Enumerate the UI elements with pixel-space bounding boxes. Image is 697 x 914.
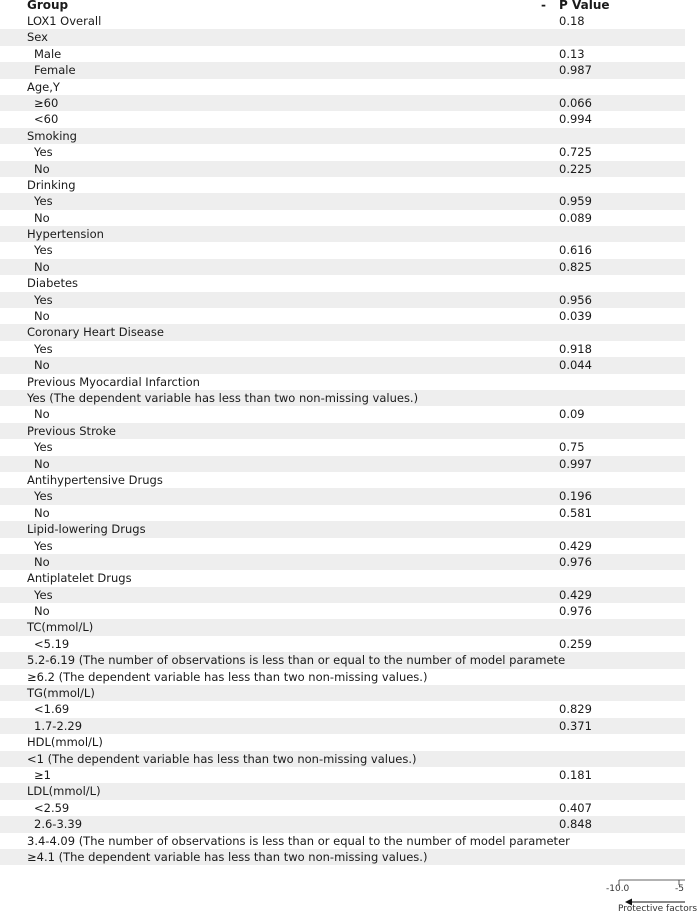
p-value: 0.848 <box>559 817 592 832</box>
group-label: Coronary Heart Disease <box>27 325 164 340</box>
table-row <box>0 128 685 144</box>
results-table <box>0 13 685 865</box>
group-label: Lipid-lowering Drugs <box>27 522 146 537</box>
table-row <box>0 62 685 78</box>
group-label: Yes <box>34 341 53 356</box>
table-row <box>0 603 685 619</box>
group-label: LDL(mmol/L) <box>27 784 101 799</box>
table-row <box>0 800 685 816</box>
group-label: <1 (The dependent variable has less than two non-missing values.) <box>27 751 417 766</box>
p-value: 0.407 <box>559 800 592 815</box>
p-value: 0.616 <box>559 243 592 258</box>
table-row <box>0 849 685 865</box>
group-label: LOX1 Overall <box>27 14 102 28</box>
table-row <box>0 275 685 291</box>
table-row <box>0 619 685 635</box>
table-row <box>0 13 685 29</box>
table-row <box>0 29 685 45</box>
group-label: No <box>34 161 50 176</box>
table-row <box>0 488 685 504</box>
group-label: Previous Myocardial Infarction <box>27 374 200 389</box>
group-label: Previous Stroke <box>27 423 116 438</box>
table-row <box>0 718 685 734</box>
table-row <box>0 423 685 439</box>
group-label: Yes (The dependent variable has less than two non-missing values.) <box>27 390 419 405</box>
table-row <box>0 161 685 177</box>
table-row <box>0 751 685 767</box>
p-value: 0.825 <box>559 259 592 274</box>
group-label: No <box>34 210 50 225</box>
p-value: 0.75 <box>559 440 585 455</box>
group-label: Yes <box>34 489 53 504</box>
group-label: No <box>34 358 50 373</box>
table-row <box>0 669 685 685</box>
group-label: <2.59 <box>34 800 70 815</box>
group-label: Yes <box>34 194 53 209</box>
p-value: 0.956 <box>559 292 592 307</box>
table-row <box>0 505 685 521</box>
table-row <box>0 79 685 95</box>
group-label: Yes <box>34 243 53 258</box>
p-value: 0.196 <box>559 489 592 504</box>
p-value: 0.976 <box>559 554 592 569</box>
table-row <box>0 472 685 488</box>
group-label: No <box>34 456 50 471</box>
p-value: 0.997 <box>559 456 592 471</box>
table-row <box>0 374 685 390</box>
group-label: No <box>34 309 50 324</box>
group-label: HDL(mmol/L) <box>27 735 103 750</box>
group-label: Yes <box>34 587 53 602</box>
table-row <box>0 46 685 62</box>
pvalue-column-header: P Value <box>559 0 610 12</box>
p-value: 0.18 <box>559 14 585 28</box>
p-value: 0.13 <box>559 46 585 61</box>
p-value: 0.089 <box>559 210 592 225</box>
group-column-header: Group <box>27 0 69 12</box>
p-value: 0.039 <box>559 309 592 324</box>
table-row <box>0 554 685 570</box>
table-row <box>0 570 685 586</box>
protective-factors-label: Protective factors <box>618 904 697 914</box>
table-row <box>0 324 685 340</box>
group-label: Female <box>34 63 76 78</box>
table-row <box>0 538 685 554</box>
group-label: No <box>34 259 50 274</box>
group-label: Male <box>34 46 62 61</box>
group-label: Drinking <box>27 177 76 192</box>
group-label: Diabetes <box>27 276 79 291</box>
p-value: 0.429 <box>559 538 592 553</box>
table-row <box>0 193 685 209</box>
p-value: 0.829 <box>559 702 592 717</box>
axis-tick-label: -5 <box>675 884 684 894</box>
p-value: 0.044 <box>559 358 592 373</box>
table-row <box>0 685 685 701</box>
group-label: Antiplatelet Drugs <box>27 571 132 586</box>
group-label: <5.19 <box>34 636 70 651</box>
table-row <box>0 95 685 111</box>
table-row <box>0 439 685 455</box>
group-label: ≥60 <box>34 95 59 110</box>
p-value: 0.987 <box>559 63 592 78</box>
table-row <box>0 767 685 783</box>
table-header <box>0 0 685 13</box>
group-label: TC(mmol/L) <box>27 620 94 635</box>
table-row <box>0 242 685 258</box>
table-row <box>0 292 685 308</box>
group-label: No <box>34 554 50 569</box>
group-label: 2.6-3.39 <box>34 817 83 832</box>
table-row <box>0 406 685 422</box>
group-label: Yes <box>34 145 53 160</box>
table-row <box>0 734 685 750</box>
group-label: ≥6.2 (The dependent variable has less than two non-missing values.) <box>27 669 428 684</box>
p-value: 0.918 <box>559 341 592 356</box>
p-value: 0.429 <box>559 587 592 602</box>
table-row <box>0 341 685 357</box>
group-label: ≥1 <box>34 767 51 782</box>
p-value: 0.725 <box>559 145 592 160</box>
group-label: Hypertension <box>27 227 104 242</box>
group-label: TG(mmol/L) <box>27 686 95 701</box>
group-label: No <box>34 407 50 422</box>
group-label: No <box>34 505 50 520</box>
group-label: Yes <box>34 538 53 553</box>
p-value: 0.09 <box>559 407 585 422</box>
table-row <box>0 210 685 226</box>
group-label: 5.2-6.19 (The number of observations is less than or equal to the number of model paramete <box>27 653 566 668</box>
group-label: 1.7-2.29 <box>34 718 83 733</box>
group-label: Yes <box>34 440 53 455</box>
group-label: Yes <box>34 292 53 307</box>
group-label: <60 <box>34 112 59 127</box>
axis-svg <box>0 870 685 911</box>
table-row <box>0 308 685 324</box>
group-label: Smoking <box>27 128 77 143</box>
p-value: 0.259 <box>559 636 592 651</box>
table-row <box>0 783 685 799</box>
p-value: 0.959 <box>559 194 592 209</box>
table-row <box>0 521 685 537</box>
p-value: 0.994 <box>559 112 592 127</box>
group-label: No <box>34 604 50 619</box>
table-row <box>0 390 685 406</box>
group-label: Age,Y <box>27 79 60 94</box>
table-row <box>0 259 685 275</box>
p-value: 0.581 <box>559 505 592 520</box>
p-value: 0.371 <box>559 718 592 733</box>
axis-tick-label: -10.0 <box>606 884 630 894</box>
table-row <box>0 226 685 242</box>
table-row <box>0 833 685 849</box>
table-row <box>0 701 685 717</box>
table-row <box>0 357 685 373</box>
table-row <box>0 636 685 652</box>
table-row <box>0 456 685 472</box>
forest-axis <box>0 870 697 914</box>
table-row <box>0 177 685 193</box>
table-row <box>0 652 685 668</box>
table-row <box>0 111 685 127</box>
group-label: 3.4-4.09 (The number of observations is less than or equal to the number of model parameter <box>27 833 570 848</box>
group-label: Sex <box>27 30 48 45</box>
p-value: 0.225 <box>559 161 592 176</box>
p-value: 0.066 <box>559 95 592 110</box>
group-label: ≥4.1 (The dependent variable has less than two non-missing values.) <box>27 849 428 864</box>
table-row <box>0 816 685 832</box>
group-label: <1.69 <box>34 702 70 717</box>
table-row <box>0 144 685 160</box>
group-label: Antihypertensive Drugs <box>27 472 163 487</box>
table-row <box>0 587 685 603</box>
p-value: 0.976 <box>559 604 592 619</box>
p-value: 0.181 <box>559 767 592 782</box>
dash-column-header: - <box>541 0 546 12</box>
